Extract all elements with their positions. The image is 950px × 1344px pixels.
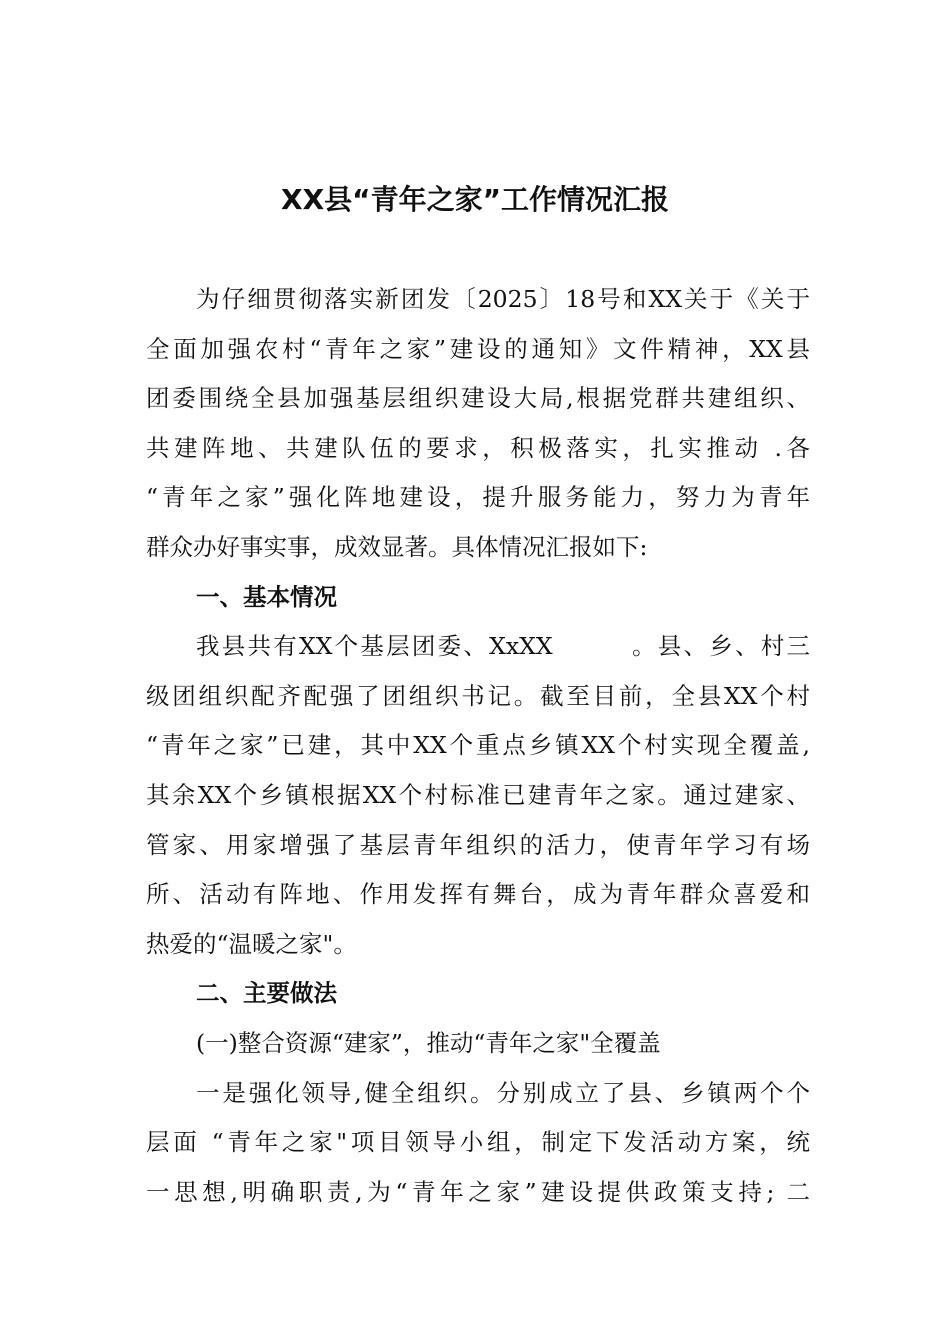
paragraph-line: 热爱的“温暖之家"。 xyxy=(146,929,357,958)
paragraph-line: 我县共有XX个基层团委、XxXX 。县、乡、村三 xyxy=(196,632,810,661)
paragraph-line: “青年之家”已建，其中XX个重点乡镇XX个村实现全覆盖, xyxy=(146,731,810,760)
subsection-heading: (一)整合资源“建家”，推动“青年之家"全覆盖 xyxy=(196,1028,661,1057)
paragraph-line: 其余XX个乡镇根据XX个村标准已建青年之家。通过建家、 xyxy=(146,780,810,809)
paragraph-line: 所、活动有阵地、作用发挥有舞台，成为青年群众喜爱和 xyxy=(146,880,810,909)
section-heading: 一、基本情况 xyxy=(196,582,337,611)
document-body xyxy=(146,275,810,1217)
paragraph-line: 群众办好事实事，成效显著。具体情况汇报如下: xyxy=(146,532,648,561)
paragraph-line: 一是强化领导,健全组织。分别成立了县、乡镇两个个 xyxy=(196,1078,810,1107)
paragraph-line: 管家、用家增强了基层青年组织的活力，使青年学习有场 xyxy=(146,830,810,859)
paragraph-line: 团委围绕全县加强基层组织建设大局,根据党群共建组织、 xyxy=(146,384,810,413)
paragraph-line: 全面加强农村“青年之家”建设的通知》文件精神，XX县 xyxy=(146,334,810,363)
paragraph-line: 为仔细贯彻落实新团发〔2025〕18号和XX关于《关于 xyxy=(196,285,810,313)
paragraph-line: 一思想,明确职责,为“青年之家”建设提供政策支持; 二 xyxy=(146,1177,810,1206)
paragraph-line: 共建阵地、共建队伍的要求，积极落实，扎实推动 .各 xyxy=(146,433,810,462)
paragraph-line: 层面 “青年之家"项目领导小组，制定下发活动方案，统 xyxy=(146,1128,810,1157)
paragraph-line: “青年之家”强化阵地建设，提升服务能力，努力为青年 xyxy=(146,483,810,512)
paragraph-line: 级团组织配齐配强了团组织书记。截至目前，全县XX个村 xyxy=(146,681,810,710)
section-heading: 二、主要做法 xyxy=(196,979,337,1008)
document-title: XX县“青年之家”工作情况汇报 xyxy=(281,183,669,216)
